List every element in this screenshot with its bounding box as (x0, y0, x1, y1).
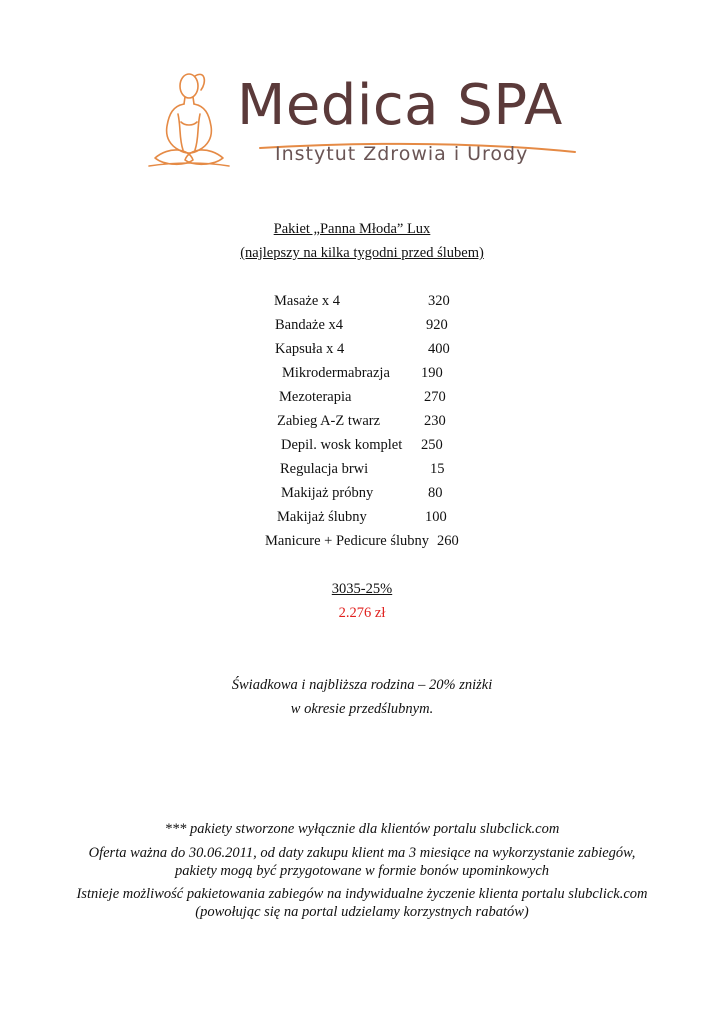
discount-note-line1: Świadkowa i najbliższa rodzina – 20% zniżki (231, 677, 493, 693)
logo (145, 66, 585, 176)
final-price: 2.276 zł (338, 605, 386, 621)
service-name: Mikrodermabrazja (282, 365, 390, 381)
service-name: Depil. wosk komplet (281, 437, 403, 453)
package-subtitle: (najlepszy na kilka tygodni przed ślubem) (240, 245, 484, 261)
service-price: 15 (430, 461, 445, 477)
discount-note-line2: w okresie przedślubnym. (290, 701, 434, 717)
package-title: Pakiet „Panna Młoda” Lux (273, 221, 431, 237)
service-price: 80 (428, 485, 443, 501)
service-price: 270 (424, 389, 446, 405)
service-price: 400 (428, 341, 450, 357)
service-name: Regulacja brwi (280, 461, 369, 477)
service-name: Zabieg A-Z twarz (277, 413, 381, 429)
service-name: Makijaż ślubny (277, 509, 367, 525)
service-price: 100 (425, 509, 447, 525)
brand-name: Medica SPA (237, 73, 563, 138)
footer-note-line4: Istnieje możliwość pakietowania zabiegów na indywidualne życzenie klienta portalu slubclick.com (76, 886, 648, 902)
service-price: 250 (421, 437, 443, 453)
service-name: Mezoterapia (279, 389, 352, 405)
service-price: 190 (421, 365, 443, 381)
footer-note-line5: (powołując się na portal udzielamy korzystnych rabatów) (195, 904, 529, 920)
footer-note-line2: Oferta ważna do 30.06.2011, od daty zakupu klient ma 3 miesiące na wykorzystanie zabiegów, (88, 845, 636, 861)
brand-tagline: Instytut Zdrowia i Urody (275, 143, 529, 165)
service-name: Bandaże x4 (275, 317, 344, 333)
footer-note-line1: *** pakiety stworzone wyłącznie dla klientów portalu slubclick.com (164, 821, 560, 837)
total-formula: 3035-25% (331, 581, 393, 597)
service-price: 920 (426, 317, 448, 333)
service-name: Makijaż próbny (281, 485, 374, 501)
service-name: Masaże x 4 (274, 293, 341, 309)
service-price: 260 (437, 533, 459, 549)
service-name: Manicure + Pedicure ślubny (265, 533, 430, 549)
service-name: Kapsuła x 4 (275, 341, 345, 357)
service-price: 320 (428, 293, 450, 309)
footer-note-line3: pakiety mogą być przygotowane w formie bonów upominkowych (174, 863, 550, 879)
service-price: 230 (424, 413, 446, 429)
